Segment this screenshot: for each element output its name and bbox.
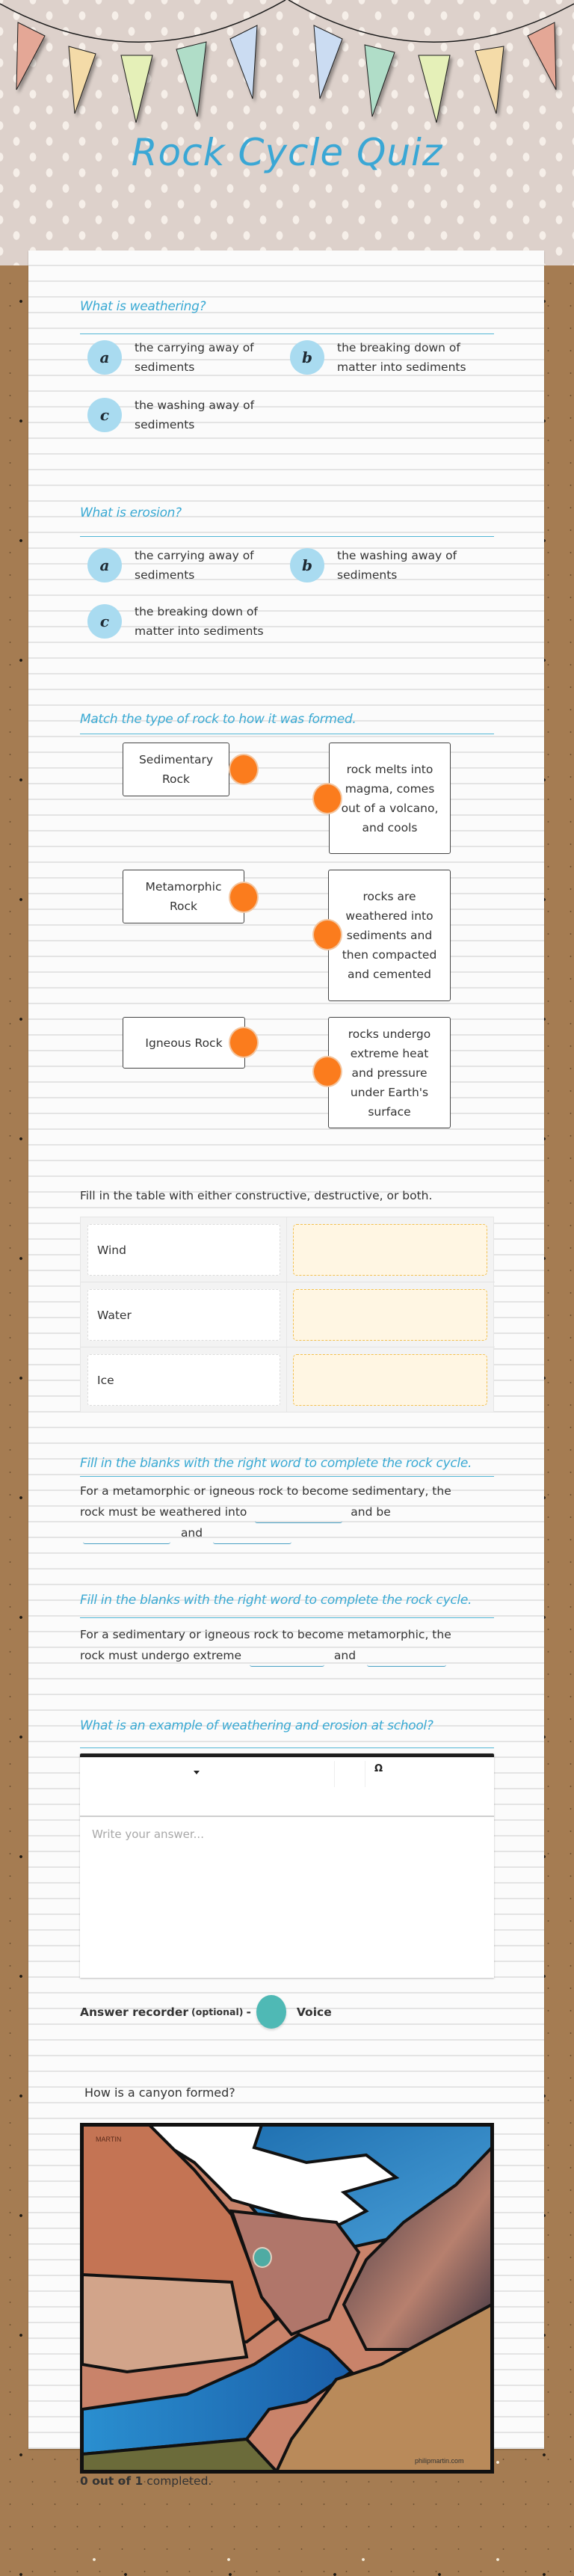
question-5-title: Fill in the blanks with the right word to complete the rock cycle. xyxy=(80,1456,472,1471)
match-connector-left-1[interactable] xyxy=(229,754,259,785)
voice-label: Voice xyxy=(296,2005,332,2019)
completion-status xyxy=(80,2474,212,2488)
table-row-label: Ice xyxy=(87,1354,280,1406)
match-connector-right-1[interactable] xyxy=(312,783,342,814)
special-characters-icon[interactable]: Ω xyxy=(374,1763,383,1774)
blank-input-4[interactable] xyxy=(250,1652,324,1667)
sentence-fragment: and xyxy=(333,1649,357,1662)
answer-recorder xyxy=(80,1995,332,2029)
sentence-fragment: rock must be weathered into xyxy=(80,1505,247,1519)
q2-choice-b[interactable] xyxy=(290,548,479,585)
choice-text: the carrying away of sediments xyxy=(135,341,254,374)
question-5-line-3 xyxy=(83,1522,291,1544)
question-6-title: Fill in the blanks with the right word to complete the rock cycle. xyxy=(80,1593,472,1608)
answer-textarea[interactable] xyxy=(80,1819,494,1978)
canyon-image xyxy=(80,2123,494,2474)
blank-input-3[interactable] xyxy=(213,1529,291,1544)
choice-letter-badge: c xyxy=(87,604,122,639)
table-drop-zone-water[interactable] xyxy=(293,1289,487,1341)
question-5-line-2 xyxy=(80,1501,391,1523)
page-title: Rock Cycle Quiz xyxy=(131,131,443,174)
question-3-title: Match the type of rock to how it was formed. xyxy=(80,712,357,727)
toolbar-separator xyxy=(334,1761,335,1787)
question-4-title: Fill in the table with either constructive, destructive, or both. xyxy=(80,1189,433,1202)
q1-choice-c[interactable] xyxy=(87,398,277,434)
recorder-optional-label: (optional) xyxy=(191,2006,244,2017)
image-signature-bottom: philipmartin.com xyxy=(415,2457,464,2465)
match-right-metamorphic-desc[interactable] xyxy=(328,1017,451,1128)
table-row xyxy=(81,1282,495,1347)
table-drop-zone-ice[interactable] xyxy=(293,1354,487,1406)
match-connector-left-2[interactable] xyxy=(229,882,259,913)
question-1-title: What is weathering? xyxy=(80,299,206,314)
q2-choice-c[interactable] xyxy=(87,604,277,641)
record-voice-button[interactable] xyxy=(256,1995,286,2029)
question-7-title: What is an example of weathering and erosion at school? xyxy=(80,1718,433,1733)
format-dropdown[interactable] xyxy=(80,1757,334,1787)
completion-text: completed. xyxy=(146,2474,212,2488)
sentence-fragment: and xyxy=(180,1526,203,1540)
question-8-title: How is a canyon formed? xyxy=(84,2085,235,2100)
sentence-fragment: rock must undergo extreme xyxy=(80,1649,242,1662)
match-left-igneous[interactable] xyxy=(123,1017,245,1069)
canyon-illustration xyxy=(82,2125,492,2471)
choice-text: the carrying away of sediments xyxy=(135,549,254,582)
choice-text: the washing away of sediments xyxy=(337,549,457,582)
image-signature-top: MARTIN xyxy=(96,2136,122,2143)
completion-count: 0 out of 1 xyxy=(80,2474,144,2488)
table-row-label: Wind xyxy=(87,1224,280,1276)
table-row xyxy=(81,1217,495,1282)
q1-choice-b[interactable] xyxy=(290,340,479,377)
editor-toolbar xyxy=(80,1757,494,1817)
match-label: Igneous Rock xyxy=(145,1036,223,1050)
choice-letter-badge: b xyxy=(290,548,324,582)
table-divider xyxy=(286,1347,287,1413)
blank-input-2[interactable] xyxy=(83,1529,170,1544)
match-label: rock melts into magma, comes out of a volcano, and cools xyxy=(341,762,439,834)
choice-text: the breaking down of matter into sediments xyxy=(135,605,264,638)
caret-down-icon xyxy=(194,1771,200,1774)
question-6-line-2 xyxy=(80,1645,446,1667)
question-2-rule xyxy=(80,536,494,537)
question-6-rule xyxy=(80,1617,494,1618)
bunting-decoration xyxy=(0,0,574,135)
match-connector-right-3[interactable] xyxy=(312,1056,342,1087)
question-7-rule xyxy=(80,1747,494,1748)
match-label: rocks are weathered into sediments and then compacted and cemented xyxy=(342,890,437,981)
choice-letter-badge: a xyxy=(87,340,122,375)
match-right-sedimentary-desc[interactable] xyxy=(328,870,451,1001)
blank-input-1[interactable] xyxy=(255,1508,342,1523)
image-hotspot[interactable] xyxy=(253,2247,272,2268)
match-label: Sedimentary Rock xyxy=(138,753,214,786)
q1-choice-a[interactable] xyxy=(87,340,277,377)
rich-text-editor xyxy=(80,1753,494,1978)
question-1-rule xyxy=(80,333,494,334)
match-connector-left-3[interactable] xyxy=(229,1027,259,1058)
sentence-fragment: and be xyxy=(351,1505,391,1519)
question-5-rule xyxy=(80,1476,494,1477)
question-5-line-1: For a metamorphic or igneous rock to become sedimentary, the xyxy=(80,1484,451,1498)
match-left-metamorphic[interactable] xyxy=(123,870,244,923)
match-connector-right-2[interactable] xyxy=(312,919,342,950)
choice-text: the breaking down of matter into sediments xyxy=(337,341,466,374)
choice-letter-badge: c xyxy=(87,398,122,432)
match-label: rocks undergo extreme heat and pressure under Earth's surface xyxy=(348,1027,431,1119)
question-2-title: What is erosion? xyxy=(80,505,182,520)
recorder-label: Answer recorder xyxy=(80,2005,189,2019)
blank-input-5[interactable] xyxy=(367,1652,446,1667)
choice-letter-badge: b xyxy=(290,340,324,375)
table-row xyxy=(81,1347,495,1413)
table-drop-zone-wind[interactable] xyxy=(293,1224,487,1276)
match-label: Metamorphic Rock xyxy=(145,880,222,913)
choice-letter-badge: a xyxy=(87,548,122,582)
table-row-label: Water xyxy=(87,1289,280,1341)
table-divider xyxy=(286,1282,287,1347)
classification-table xyxy=(80,1217,494,1413)
match-left-sedimentary[interactable] xyxy=(123,743,229,796)
table-divider xyxy=(286,1217,287,1282)
choice-text: the washing away of sediments xyxy=(135,399,255,431)
recorder-dash: - xyxy=(246,2005,251,2019)
question-6-line-1: For a sedimentary or igneous rock to become metamorphic, the xyxy=(80,1628,451,1641)
q2-choice-a[interactable] xyxy=(87,548,277,585)
match-right-igneous-desc[interactable] xyxy=(329,743,451,854)
